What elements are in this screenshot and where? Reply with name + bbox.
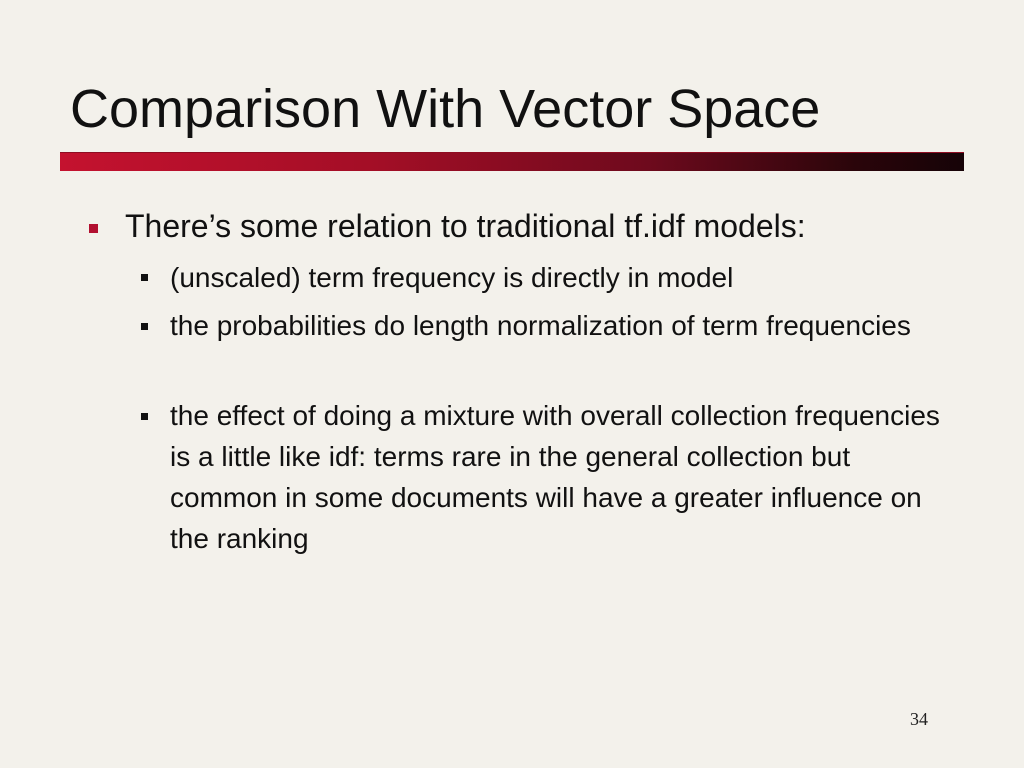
square-bullet-icon [141, 323, 148, 330]
page-number: 34 [910, 709, 928, 729]
square-bullet-icon [141, 413, 148, 420]
square-bullet-icon [141, 274, 148, 281]
sub-bullet-text: the probabilities do length normalization of term frequencies [170, 310, 911, 341]
title-divider-bar [60, 153, 964, 171]
bullet-text: There’s some relation to traditional tf.idf models: [125, 208, 806, 244]
sub-bullet-text: (unscaled) term frequency is directly in model [170, 262, 734, 293]
square-bullet-icon [89, 224, 98, 233]
sub-bullet-text: the effect of doing a mixture with overall collection frequencies is a little like idf: terms rare in the general collection but common in some documents will have a greater influence on the ranking [170, 400, 940, 554]
slide-title: Comparison With Vector Space [70, 79, 821, 139]
